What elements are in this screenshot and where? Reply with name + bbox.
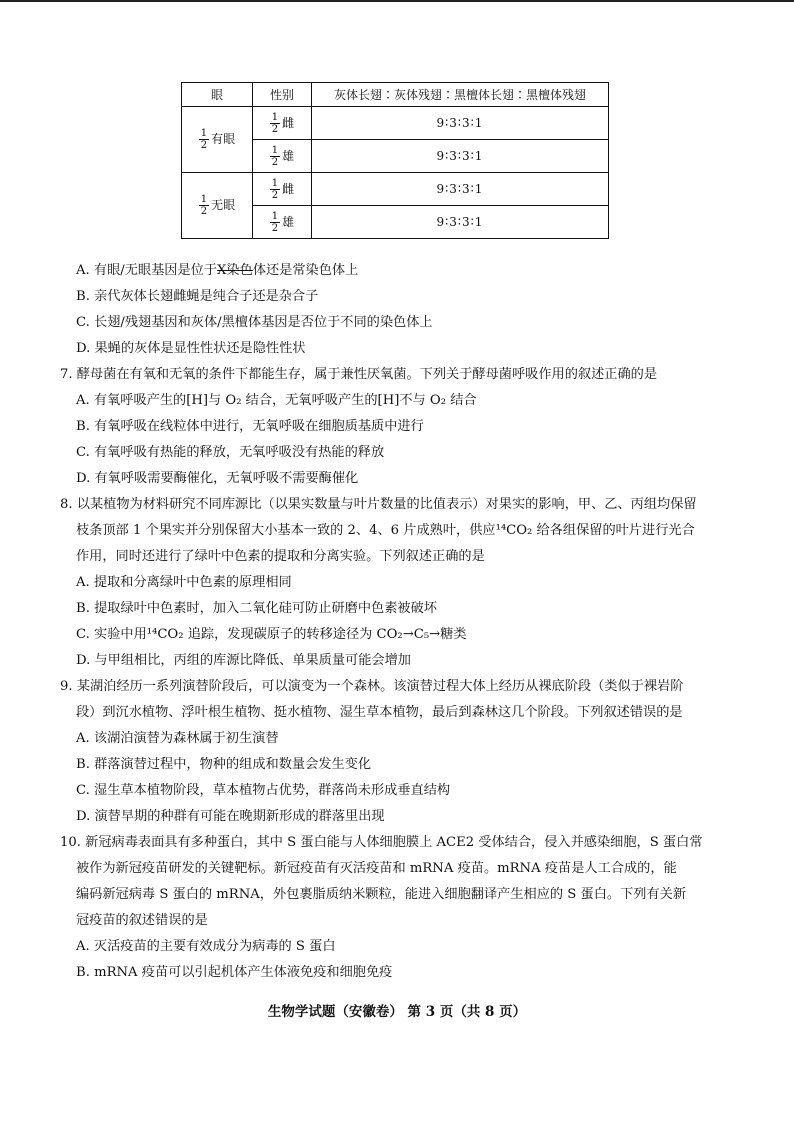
fraction: $\frac{1}{2}$ [200, 128, 208, 151]
top-border-line [0, 0, 794, 2]
q7-option-c: C. 有氧呼吸有热能的释放，无氧呼吸没有热能的释放 [76, 445, 385, 460]
q8-option-b: B. 提取绿叶中色素时，加入二氧化硅可防止研磨中色素被破坏 [76, 601, 437, 616]
sex-cell [253, 173, 312, 206]
sex-label: 雄 [282, 148, 295, 163]
group-label: 有眼 [211, 132, 236, 146]
q10-stem-line3: 编码新冠病毒 S 蛋白的 mRNA，外包裹脂质纳米颗粒，能进入细胞翻译产生相应的 S 蛋白。下列有关新 [76, 887, 687, 902]
q10-option-b: B. mRNA 疫苗可以引起机体产生体液免疫和细胞免疫 [76, 965, 393, 980]
group-label-cell [182, 173, 253, 239]
q9-option-b: B. 群落演替过程中，物种的组成和数量会发生变化 [76, 757, 372, 772]
q6-option-c: C. 长翅/残翅基因和灰体/黑檀体基因是否位于不同的染色体上 [76, 315, 433, 330]
fraction: $\frac{1}{2}$ [271, 210, 279, 234]
q7-option-a: A. 有氧呼吸产生的[H]与 O₂ 结合，无氧呼吸产生的[H]不与 O₂ 结合 [76, 393, 477, 408]
q6-option-d: D. 果蝇的灰体是显性性状还是隐性性状 [76, 341, 306, 356]
question-text-body [60, 258, 750, 986]
q10-option-a: A. 灭活疫苗的主要有效成分为病毒的 S 蛋白 [76, 939, 336, 954]
table-row [182, 173, 609, 206]
sex-cell [253, 140, 312, 173]
group-label-cell [182, 107, 253, 173]
header-sex: 性别 [253, 83, 312, 107]
header-eye: 眼 [182, 83, 253, 107]
page-footer: 生物学试题（安徽卷） 第 3 页（共 8 页） [267, 1004, 527, 1020]
q7-option-d: D. 有氧呼吸需要酶催化，无氧呼吸不需要酶催化 [76, 471, 359, 486]
sex-label: 雄 [282, 214, 295, 229]
table-row [182, 107, 609, 140]
genotype-table [181, 82, 609, 239]
q8-stem-line2: 枝条顶部 1 个果实并分别保留大小基本一致的 2、4、6 片成熟叶，供应¹⁴CO₂ 给各组保留的叶片进行光合 [76, 523, 695, 538]
ratio-cell: 9∶3∶3∶1 [312, 140, 609, 173]
fraction: $\frac{1}{2}$ [200, 194, 208, 217]
q9-option-a: A. 该湖泊演替为森林属于初生演替 [76, 731, 279, 746]
table-header-row [182, 83, 609, 107]
q9-option-d: D. 演替早期的种群有可能在晚期新形成的群落里出现 [76, 809, 385, 824]
q8-stem-line3: 作用，同时还进行了绿叶中色素的提取和分离实验。下列叙述正确的是 [76, 549, 485, 564]
fraction: $\frac{1}{2}$ [271, 111, 279, 135]
struck-text: X染色 [217, 263, 253, 278]
sex-cell [253, 206, 312, 239]
q10-stem-line1: 10. 新冠病毒表面具有多种蛋白，其中 S 蛋白能与人体细胞膜上 ACE2 受体结合，侵入并感染细胞，S 蛋白常 [60, 835, 703, 850]
q8-option-a: A. 提取和分离绿叶中色素的原理相同 [76, 575, 292, 590]
ratio-cell: 9∶3∶3∶1 [312, 173, 609, 206]
q6-option-a: A. 有眼/无眼基因是位于X染色体还是常染色体上 [76, 263, 359, 278]
fraction: $\frac{1}{2}$ [271, 144, 279, 168]
sex-cell [253, 107, 312, 140]
q9-stem-line1: 9. 某湖泊经历一系列演替阶段后，可以演变为一个森林。该演替过程大体上经历从裸底阶段（类似于裸岩阶 [60, 679, 684, 694]
ratio-cell: 9∶3∶3∶1 [312, 107, 609, 140]
ratio-cell: 9∶3∶3∶1 [312, 206, 609, 239]
q8-option-d: D. 与甲组相比，丙组的库源比降低、单果质量可能会增加 [76, 653, 411, 668]
q7-stem: 7. 酵母菌在有氧和无氧的条件下都能生存，属于兼性厌氧菌。下列关于酵母菌呼吸作用的叙述正确的是 [60, 367, 658, 382]
q9-stem-line2: 段）到沉水植物、浮叶根生植物、挺水植物、湿生草本植物，最后到森林这几个阶段。下列叙述错误的是 [76, 705, 683, 720]
sex-label: 雌 [282, 115, 295, 130]
q10-stem-line2: 被作为新冠疫苗研发的关键靶标。新冠疫苗有灭活疫苗和 mRNA 疫苗。mRNA 疫苗是人工合成的，能 [76, 861, 677, 876]
q7-option-b: B. 有氧呼吸在线粒体中进行，无氧呼吸在细胞质基质中进行 [76, 419, 424, 434]
group-label: 无眼 [211, 198, 236, 212]
q8-option-c: C. 实验中用¹⁴CO₂ 追踪，发现碳原子的转移途径为 CO₂→C₅→糖类 [76, 627, 467, 642]
q6-option-b: B. 亲代灰体长翅雌蝇是纯合子还是杂合子 [76, 289, 319, 304]
q8-stem-line1: 8. 以某植物为材料研究不同库源比（以果实数量与叶片数量的比值表示）对果实的影响，甲、乙、丙组均保留 [60, 497, 697, 512]
header-phenotype-ratio: 灰体长翅∶灰体残翅∶黑檀体长翅∶黑檀体残翅 [312, 83, 609, 107]
q9-option-c: C. 湿生草本植物阶段，草本植物占优势，群落尚未形成垂直结构 [76, 783, 451, 798]
q10-stem-line4: 冠疫苗的叙述错误的是 [76, 913, 208, 928]
fraction: $\frac{1}{2}$ [271, 177, 279, 201]
sex-label: 雌 [282, 181, 295, 196]
